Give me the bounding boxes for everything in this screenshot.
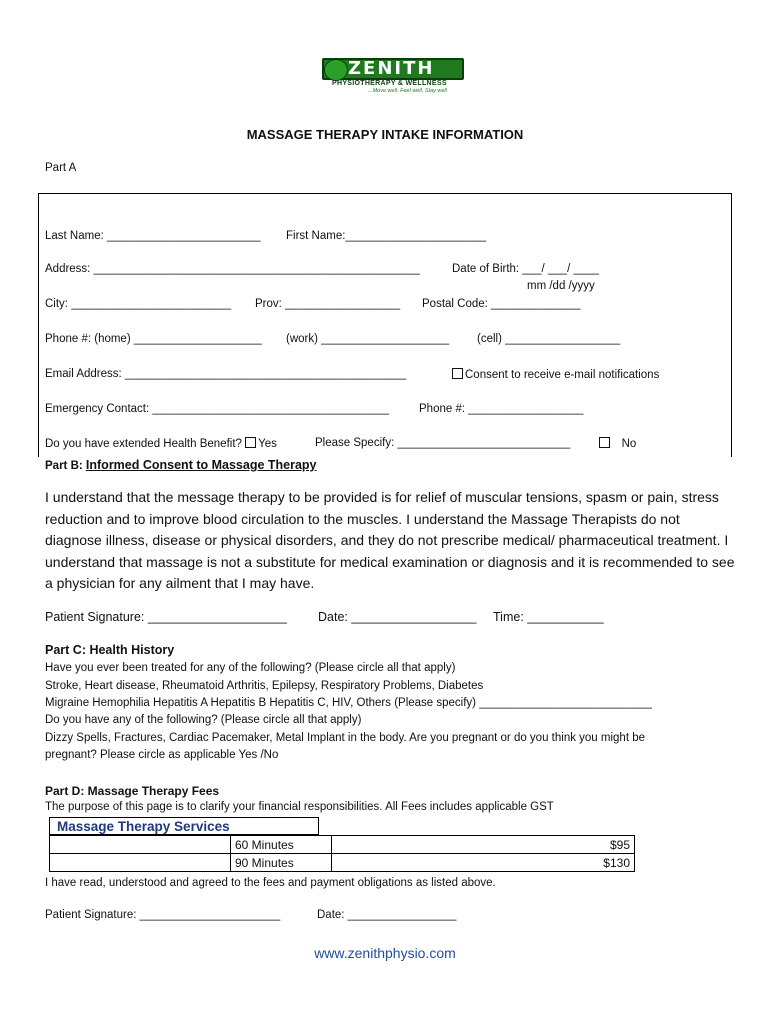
logo-tagline: ...Move well, Feel well, Stay well (368, 88, 447, 94)
phone-cell-field[interactable]: (cell) __________________ (477, 333, 621, 345)
emergency-phone-field[interactable]: Phone #: __________________ (419, 403, 584, 415)
health-history-line: Migraine Hemophilia Hepatitis A Hepatitis B Hepatitis C, HIV, Others (Please specify) ___________________________ (45, 697, 652, 709)
benefit-yes-label: Yes (258, 438, 277, 450)
postal-code-field[interactable]: Postal Code: ______________ (422, 298, 581, 310)
first-name-field[interactable]: First Name:______________________ (286, 230, 487, 242)
health-history-line: pregnant? Please circle as applicable Yes /No (45, 749, 279, 761)
benefit-specify-field[interactable]: Please Specify: ___________________________ (315, 437, 571, 449)
dob-field[interactable]: Date of Birth: ___/ ___/ ____ (452, 263, 600, 275)
last-name-field[interactable]: Last Name: ________________________ (45, 230, 261, 242)
table-row (50, 836, 635, 854)
city-field[interactable]: City: _________________________ (45, 298, 232, 310)
part-d-date-field[interactable]: Date: _________________ (317, 909, 457, 921)
health-history-line: Stroke, Heart disease, Rheumatoid Arthritis, Epilepsy, Respiratory Problems, Diabetes (45, 680, 484, 692)
logo-subtitle: PHYSIOTHERAPY & WELLNESS (332, 80, 447, 87)
emergency-contact-field[interactable]: Emergency Contact: _____________________________________ (45, 403, 390, 415)
globe-icon (324, 59, 348, 81)
part-b-time-field[interactable]: Time: ___________ (493, 610, 604, 624)
phone-work-field[interactable]: (work) ____________________ (286, 333, 450, 345)
part-d-purpose: The purpose of this page is to clarify your financial responsibilities. All Fees includes applicable GST (45, 801, 554, 813)
zenith-logo (322, 58, 464, 94)
email-consent-label: Consent to receive e-mail notifications (465, 369, 660, 381)
fees-table-header (49, 817, 319, 835)
benefit-no-option[interactable] (599, 437, 636, 450)
consent-paragraph: I understand that the message therapy to be provided is for relief of muscular tensions, spasm or pain, stress reduction and to improve blood circulation to the muscles. I understand the Massage Therapists do not diagnose illness, disease or physical disorders, and they do not prescribe medical/ pharmaceutical treatment. I understand that massage is not a substitute for medical examination or diagnosis and it is recommended to see a physician for any ailment that I may have. (45, 489, 735, 592)
part-b-heading (45, 458, 317, 472)
part-b-label: Part B: (45, 460, 83, 472)
email-consent-checkbox[interactable] (452, 368, 463, 379)
benefit-question: Do you have extended Health Benefit? (45, 438, 242, 450)
benefit-no-checkbox[interactable] (599, 437, 610, 448)
fees-agreement: I have read, understood and agreed to the fees and payment obligations as listed above. (45, 877, 496, 889)
part-a-heading: Part A (45, 162, 77, 174)
fees-table-title: Massage Therapy Services (57, 819, 230, 834)
part-b-signature-field[interactable]: Patient Signature: ____________________ (45, 610, 287, 624)
benefit-yes-checkbox[interactable] (245, 437, 256, 448)
benefit-no-label: No (621, 438, 637, 450)
table-cell-empty (50, 854, 231, 872)
logo-name: ZENITH (348, 58, 435, 79)
email-consent-option[interactable] (452, 368, 659, 381)
fees-table (49, 835, 635, 872)
dob-format-label: mm /dd /yyyy (527, 280, 595, 292)
health-history-line: Dizzy Spells, Fractures, Cardiac Pacemaker, Metal Implant in the body. Are you pregnant or do you think you might be (45, 732, 645, 744)
health-history-line: Do you have any of the following? (Please circle all that apply) (45, 714, 362, 726)
part-b-date-field[interactable]: Date: __________________ (318, 610, 477, 624)
fee-price: $95 (332, 836, 635, 854)
fee-duration: 60 Minutes (231, 836, 332, 854)
fee-duration: 90 Minutes (231, 854, 332, 872)
benefit-row (45, 437, 277, 450)
address-field[interactable]: Address: ___________________________________________________ (45, 263, 420, 275)
part-d-signature-field[interactable]: Patient Signature: ______________________ (45, 909, 281, 921)
prov-field[interactable]: Prov: __________________ (255, 298, 401, 310)
email-field[interactable]: Email Address: ____________________________________________ (45, 368, 407, 380)
fee-price: $130 (332, 854, 635, 872)
phone-home-field[interactable]: Phone #: (home) ____________________ (45, 333, 262, 345)
website-link[interactable]: www.zenithphysio.com (314, 945, 456, 961)
health-history-line: Have you ever been treated for any of the following? (Please circle all that apply) (45, 662, 456, 674)
part-d-heading: Part D: Massage Therapy Fees (45, 784, 220, 798)
part-c-heading: Part C: Health History (45, 643, 175, 657)
form-title: MASSAGE THERAPY INTAKE INFORMATION (246, 127, 524, 142)
table-row (50, 854, 635, 872)
part-b-title: Informed Consent to Massage Therapy (85, 458, 317, 472)
table-cell-empty (50, 836, 231, 854)
